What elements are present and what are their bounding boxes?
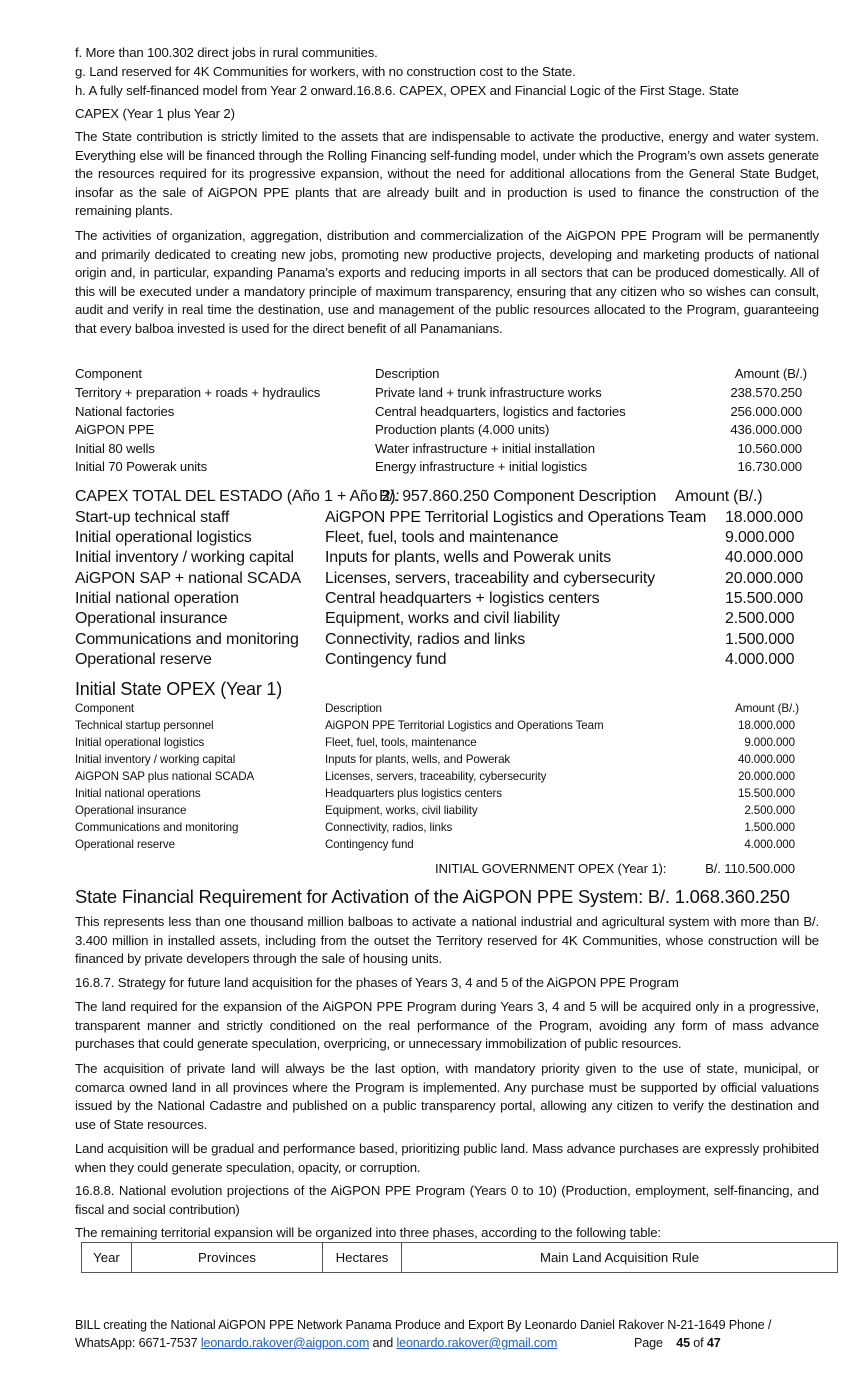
cell-description: AiGPON PPE Territorial Logistics and Operations Team — [325, 719, 604, 732]
cell-description: Contingency fund — [325, 838, 414, 851]
cell-component: Initial 70 Powerak units — [75, 459, 208, 474]
page-of: of — [693, 1336, 704, 1350]
cell-component: Initial inventory / working capital — [75, 549, 294, 566]
cell-component: AiGPON PPE — [75, 422, 155, 437]
cell-amount: 20.000.000 — [725, 570, 804, 587]
cell-amount: 2.500.000 — [725, 610, 795, 627]
cell-component: Initial 80 wells — [75, 441, 155, 456]
cell-description: Central headquarters + logistics centers — [325, 590, 600, 607]
capex-total-line — [75, 487, 819, 507]
cell-amount: 1.500.000 — [725, 631, 795, 648]
cell-description: Water infrastructure + initial installation — [375, 441, 595, 456]
cell-description: Licenses, servers, traceability and cybersecurity — [325, 570, 655, 587]
cell-description: Private land + trunk infrastructure works — [375, 385, 602, 400]
opex-total-value: B/. 110.500.000 — [705, 861, 795, 876]
paragraph-private-land: The acquisition of private land will always be the last option, with mandatory priority given to the use of state, municipal, or comarca owned land in all provinces where the Program is implemented. Any purchase must be supported by official valuations issued by the National Cadastre and published on a public transparency portal, allowing any citizen to verify the destination and use of State resources. — [75, 1061, 819, 1132]
cell-component: Territory + preparation + roads + hydraulics — [75, 385, 321, 400]
table-row — [75, 630, 819, 650]
cell-description: Inputs for plants, wells, and Powerak — [325, 753, 511, 766]
footer-and: and — [369, 1336, 397, 1350]
email-link-gmail[interactable]: leonardo.rakover@gmail.com — [396, 1336, 558, 1350]
land-acquisition-table — [81, 1242, 838, 1273]
cell-amount: 4.000.000 — [744, 838, 795, 851]
list-item-h: h. A fully self-financed model from Year 2 onward.16.8.6. CAPEX, OPEX and Financial Logic of the First Stage. State — [75, 83, 739, 98]
cell-description: Equipment, works and civil liability — [325, 610, 560, 627]
table-row — [75, 569, 819, 589]
cell-description: Licenses, servers, traceability, cybersecurity — [325, 770, 547, 783]
cell-amount: 10.560.000 — [737, 441, 802, 456]
opex-heading: Initial State OPEX (Year 1) — [75, 679, 283, 699]
requirement-heading: State Financial Requirement for Activation of the AiGPON PPE System: B/. 1.068.360.250 — [75, 886, 790, 907]
list-item-f: f. More than 100.302 direct jobs in rural communities. — [75, 45, 378, 60]
table-row — [75, 458, 819, 476]
cell-description: Equipment, works, civil liability — [325, 804, 478, 817]
table-row — [75, 440, 819, 458]
cell-description: Connectivity, radios and links — [325, 631, 526, 648]
section-1687-heading: 16.8.7. Strategy for future land acquisition for the phases of Years 3, 4 and 5 of the AiGPON PPE Program — [75, 975, 679, 990]
table-row — [75, 785, 819, 802]
cell-description: Inputs for plants, wells and Powerak units — [325, 549, 611, 566]
header-main-rule: Main Land Acquisition Rule — [402, 1243, 838, 1273]
header-amount: Amount (B/.) — [734, 366, 807, 381]
paragraph-activities: The activities of organization, aggregation, distribution and commercialization of the AiGPON PPE Program will be permanently and primarily dedicated to creating new jobs, promoting new productive projects, developing and marketing products of national origin and, in particular, expanding Panama’s exports and reducing imports in all sectors that can be produced domestically. All of this will be executed under a mandatory principle of maximum transparency, ensuring that any citizen who so wishes can consult, audit and verify in real time the destination, use and management of the public resources allocated to the Program, guaranteeing that every balboa invested is used for the direct benefit of all Panamanians. — [75, 228, 819, 336]
cell-component: Start-up technical staff — [75, 509, 230, 526]
paragraph-remaining: The remaining territorial expansion will be organized into three phases, according to the following table: — [75, 1225, 661, 1240]
table-row — [75, 819, 819, 836]
opex-table-header — [75, 700, 819, 717]
page-label: Page — [634, 1336, 663, 1350]
cell-component: AiGPON SAP plus national SCADA — [75, 770, 255, 783]
cell-component: Initial operational logistics — [75, 736, 205, 749]
table-row — [75, 802, 819, 819]
opex-total-row — [75, 860, 819, 878]
page-total: 47 — [706, 1336, 721, 1350]
paragraph-represents: This represents less than one thousand million balboas to activate a national industrial and agricultural system with more than B/. 3.400 million in installed assets, including from the outset the Territory reserved for 4K Communities, whose construction will be financed by private developers through the sale of housing units. — [75, 914, 819, 967]
cell-component: AiGPON SAP + national SCADA — [75, 570, 301, 587]
capex-table-header — [75, 365, 819, 383]
table-row — [75, 528, 819, 548]
page-number — [634, 1334, 721, 1352]
cell-amount: 238.570.250 — [730, 385, 802, 400]
cell-component: Technical startup personnel — [75, 719, 214, 732]
cell-description: Headquarters plus logistics centers — [325, 787, 502, 800]
capex-total-value: B/. 957.860.250 Component Description — [379, 488, 657, 505]
cell-description: Central headquarters, logistics and factories — [375, 404, 626, 419]
table-row — [75, 650, 819, 670]
footer-whatsapp: WhatsApp: 6671-7537 — [75, 1336, 201, 1350]
cell-component: Operational reserve — [75, 651, 212, 668]
cell-component: Operational insurance — [75, 610, 228, 627]
header-component: Component — [75, 366, 142, 381]
header-hectares: Hectares — [323, 1243, 402, 1273]
cell-description: AiGPON PPE Territorial Logistics and Operations Team — [325, 509, 707, 526]
table-row — [75, 384, 819, 402]
table-row — [75, 836, 819, 853]
paragraph-state-contribution: The State contribution is strictly limited to the assets that are indispensable to activate the productive, energy and water system. Everything else will be financed through the Rolling Financing self-funding model, under which the Program’s own assets generate the resources required for its progressive expansion, without the need for additional allocations from the General State Budget, insofar as the sale of AiGPON PPE plants that are already built and in production is used to finance the construction of the remaining plants. — [75, 129, 819, 219]
cell-amount: 436.000.000 — [730, 422, 802, 437]
header-amount: Amount (B/.) — [735, 702, 799, 715]
table-row — [75, 751, 819, 768]
footer-line-1: BILL creating the National AiGPON PPE Network Panama Produce and Export By Leonardo Daniel Rakover N-21-1649 Phone / — [75, 1318, 772, 1332]
cell-component: Initial national operation — [75, 590, 239, 607]
cell-component: Initial national operations — [75, 787, 201, 800]
cell-component: Communications and monitoring — [75, 631, 299, 648]
cell-amount: 40.000.000 — [737, 753, 795, 766]
cell-amount: 20.000.000 — [737, 770, 795, 783]
cell-amount: 18.000.000 — [725, 509, 804, 526]
table-row — [75, 508, 819, 528]
cell-description: Fleet, fuel, tools and maintenance — [325, 529, 559, 546]
capex-total-amount-header: Amount (B/.) — [675, 488, 763, 505]
cell-amount: 40.000.000 — [725, 549, 804, 566]
table-row — [75, 421, 819, 439]
cell-amount: 2.500.000 — [744, 804, 795, 817]
cell-amount: 1.500.000 — [744, 821, 795, 834]
cell-component: Operational insurance — [75, 804, 187, 817]
header-provinces: Provinces — [132, 1243, 323, 1273]
email-link-aigpon[interactable]: leonardo.rakover@aigpon.com — [200, 1336, 370, 1350]
list-item-g: g. Land reserved for 4K Communities for workers, with no construction cost to the State. — [75, 64, 576, 79]
table-row — [75, 589, 819, 609]
table-row — [75, 609, 819, 629]
footer-line-2 — [75, 1334, 557, 1352]
cell-description: Contingency fund — [325, 651, 447, 668]
section-1688-heading: 16.8.8. National evolution projections of the AiGPON PPE Program (Years 0 to 10) (Production, employment, self-financing, and fiscal and social contribution) — [75, 1183, 819, 1217]
cell-component: Operational reserve — [75, 838, 175, 851]
cell-component: Communications and monitoring — [75, 821, 239, 834]
page-current: 45 — [676, 1336, 690, 1350]
cell-amount: 9.000.000 — [744, 736, 795, 749]
cell-amount: 16.730.000 — [737, 459, 802, 474]
cell-component: Initial operational logistics — [75, 529, 252, 546]
cell-description: Fleet, fuel, tools, maintenance — [325, 736, 477, 749]
capex-subheading: CAPEX (Year 1 plus Year 2) — [75, 106, 235, 121]
land-table-header-row — [82, 1243, 838, 1273]
cell-amount: 4.000.000 — [725, 651, 795, 668]
cell-description: Energy infrastructure + initial logistics — [375, 459, 587, 474]
header-component: Component — [75, 702, 135, 715]
opex-total-label: INITIAL GOVERNMENT OPEX (Year 1): — [435, 861, 667, 876]
cell-amount: 18.000.000 — [737, 719, 795, 732]
table-row — [75, 734, 819, 751]
table-row — [75, 403, 819, 421]
cell-amount: 256.000.000 — [730, 404, 802, 419]
paragraph-gradual: Land acquisition will be gradual and performance based, prioritizing public land. Mass advance purchases are expressly prohibited when they could generate speculation, opacity, or corruption. — [75, 1141, 819, 1175]
header-description: Description — [325, 702, 382, 715]
cell-description: Production plants (4.000 units) — [375, 422, 550, 437]
cell-component: National factories — [75, 404, 175, 419]
cell-amount: 15.500.000 — [725, 590, 804, 607]
table-row — [75, 768, 819, 785]
cell-component: Initial inventory / working capital — [75, 753, 236, 766]
header-description: Description — [375, 366, 440, 381]
cell-description: Connectivity, radios, links — [325, 821, 453, 834]
cell-amount: 9.000.000 — [725, 529, 795, 546]
paragraph-land-required: The land required for the expansion of the AiGPON PPE Program during Years 3, 4 and 5 will be acquired only in a progressive, transparent manner and strictly conditioned on the real performance of the Program, avoiding any form of mass advance purchases that could generate speculation, overpricing, or unnecessary immobilization of public resources. — [75, 999, 819, 1052]
header-year: Year — [82, 1243, 132, 1273]
table-row — [75, 717, 819, 734]
table-row — [75, 548, 819, 568]
cell-amount: 15.500.000 — [737, 787, 795, 800]
capex-total-label: CAPEX TOTAL DEL ESTADO (Año 1 + Año 2): — [75, 488, 400, 505]
